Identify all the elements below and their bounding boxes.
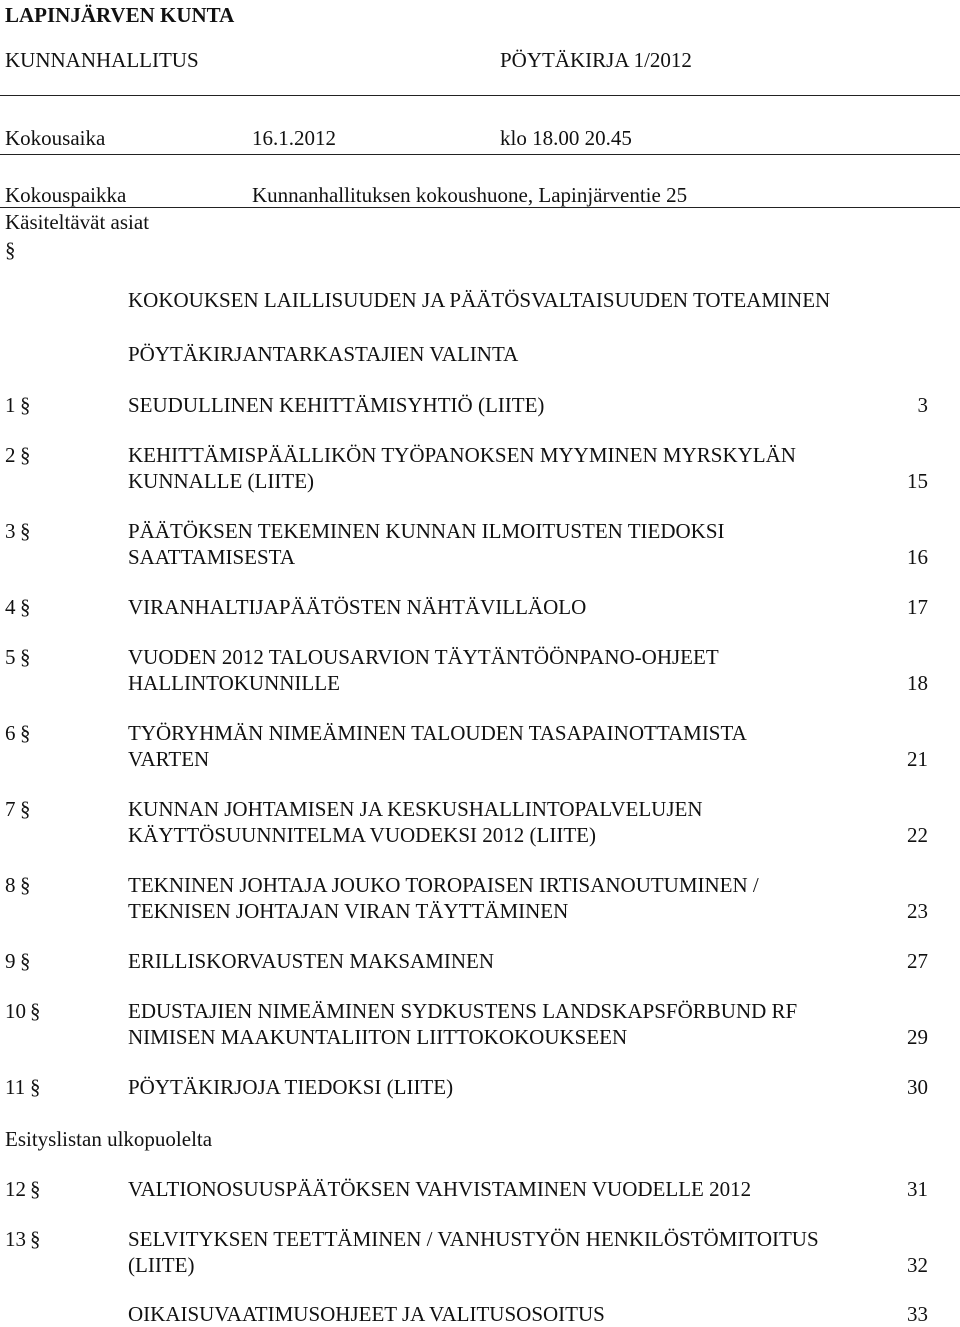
preliminary-item-inspectors: PÖYTÄKIRJANTARKASTAJIEN VALINTA (128, 342, 519, 366)
extra-heading: Esityslistan ulkopuolelta (5, 1127, 213, 1151)
item-title-line: TYÖRYHMÄN NIMEÄMINEN TALOUDEN TASAPAINOTTAMISTA (128, 721, 747, 745)
item-title-line: TEKNISEN JOHTAJAN VIRAN TÄYTTÄMINEN (128, 899, 569, 923)
item-title-line: KUNNALLE (LIITE) (128, 469, 315, 493)
meeting-time: klo 18.00 20.45 (500, 126, 632, 150)
section-sign: § (20, 645, 31, 669)
preliminary-item-legality: KOKOUKSEN LAILLISUUDEN JA PÄÄTÖSVALTAISUUDEN TOTEAMINEN (128, 288, 831, 312)
item-number: 4 (5, 595, 16, 619)
item-page-number: 17 (907, 595, 928, 619)
section-sign: § (30, 1177, 41, 1201)
item-page-number: 22 (907, 823, 928, 847)
meeting-place-divider (0, 207, 960, 208)
item-title-line: NIMISEN MAAKUNTALIITON LIITTOKOKOUKSEEN (128, 1025, 628, 1049)
item-number: 2 (5, 443, 16, 467)
section-sign: § (20, 443, 31, 467)
section-sign: § (20, 949, 31, 973)
item-page-number: 23 (907, 899, 928, 923)
section-sign: § (20, 721, 31, 745)
item-number: 6 (5, 721, 16, 745)
item-title-line: PÖYTÄKIRJOJA TIEDOKSI (LIITE) (128, 1075, 454, 1099)
meeting-date: 16.1.2012 (252, 126, 336, 150)
item-title-line: ERILLISKORVAUSTEN MAKSAMINEN (128, 949, 495, 973)
item-title-line: PÄÄTÖKSEN TEKEMINEN KUNNAN ILMOITUSTEN TIEDOKSI (128, 519, 725, 543)
item-title-line: KEHITTÄMISPÄÄLLIKÖN TYÖPANOKSEN MYYMINEN MYRSKYLÄN (128, 443, 796, 467)
document-title: PÖYTÄKIRJA 1/2012 (500, 48, 692, 72)
item-number: 1 (5, 393, 16, 417)
item-title-line: KÄYTTÖSUUNNITELMA VUODEKSI 2012 (LIITE) (128, 823, 596, 847)
meeting-place-label: Kokouspaikka (5, 183, 127, 207)
item-page-number: 18 (907, 671, 928, 695)
item-page-number: 30 (907, 1075, 928, 1099)
item-page-number: 32 (907, 1253, 928, 1277)
item-title-line: SELVITYKSEN TEETTÄMINEN / VANHUSTYÖN HENKILÖSTÖMITOITUS (128, 1227, 819, 1251)
appeal-instructions: OIKAISUVAATIMUSOHJEET JA VALITUSOSOITUS (128, 1302, 605, 1326)
section-sign: § (5, 238, 16, 262)
item-title-line: SAATTAMISESTA (128, 545, 295, 569)
section-sign: § (30, 1075, 41, 1099)
item-title-line: VIRANHALTIJAPÄÄTÖSTEN NÄHTÄVILLÄOLO (128, 595, 587, 619)
section-sign: § (20, 595, 31, 619)
item-number: 12 (5, 1177, 26, 1201)
section-sign: § (20, 393, 31, 417)
item-page-number: 15 (907, 469, 928, 493)
governing-body: KUNNANHALLITUS (5, 48, 199, 72)
item-number: 5 (5, 645, 16, 669)
item-page-number: 3 (917, 393, 928, 417)
item-title-line: (LIITE) (128, 1253, 195, 1277)
item-title-line: KUNNAN JOHTAMISEN JA KESKUSHALLINTOPALVELUJEN (128, 797, 703, 821)
item-page-number: 31 (907, 1177, 928, 1201)
municipality-name: LAPINJÄRVEN KUNTA (5, 3, 235, 27)
section-sign: § (20, 797, 31, 821)
section-sign: § (30, 1227, 41, 1251)
item-number: 13 (5, 1227, 26, 1251)
header-divider (0, 95, 960, 96)
meeting-time-divider (0, 154, 960, 155)
item-title-line: VUODEN 2012 TALOUSARVION TÄYTÄNTÖÖNPANO-OHJEET (128, 645, 719, 669)
item-title-line: EDUSTAJIEN NIMEÄMINEN SYDKUSTENS LANDSKAPSFÖRBUND RF (128, 999, 798, 1023)
meeting-time-label: Kokousaika (5, 126, 106, 150)
item-page-number: 27 (907, 949, 928, 973)
item-title-line: VALTIONOSUUSPÄÄTÖKSEN VAHVISTAMINEN VUODELLE 2012 (128, 1177, 752, 1201)
item-number: 11 (5, 1075, 26, 1099)
item-title-line: HALLINTOKUNNILLE (128, 671, 340, 695)
item-page-number: 29 (907, 1025, 928, 1049)
agenda-heading: Käsiteltävät asiat (5, 210, 150, 234)
item-number: 10 (5, 999, 26, 1023)
item-number: 8 (5, 873, 16, 897)
item-number: 7 (5, 797, 16, 821)
item-number: 3 (5, 519, 16, 543)
item-title-line: SEUDULLINEN KEHITTÄMISYHTIÖ (LIITE) (128, 393, 545, 417)
item-page-number: 16 (907, 545, 928, 569)
section-sign: § (20, 873, 31, 897)
item-number: 9 (5, 949, 16, 973)
appeal-page: 33 (907, 1302, 928, 1326)
meeting-place: Kunnanhallituksen kokoushuone, Lapinjärventie 25 (252, 183, 688, 207)
section-sign: § (20, 519, 31, 543)
item-title-line: VARTEN (128, 747, 210, 771)
item-title-line: TEKNINEN JOHTAJA JOUKO TOROPAISEN IRTISANOUTUMINEN / (128, 873, 759, 897)
section-sign: § (30, 999, 41, 1023)
item-page-number: 21 (907, 747, 928, 771)
